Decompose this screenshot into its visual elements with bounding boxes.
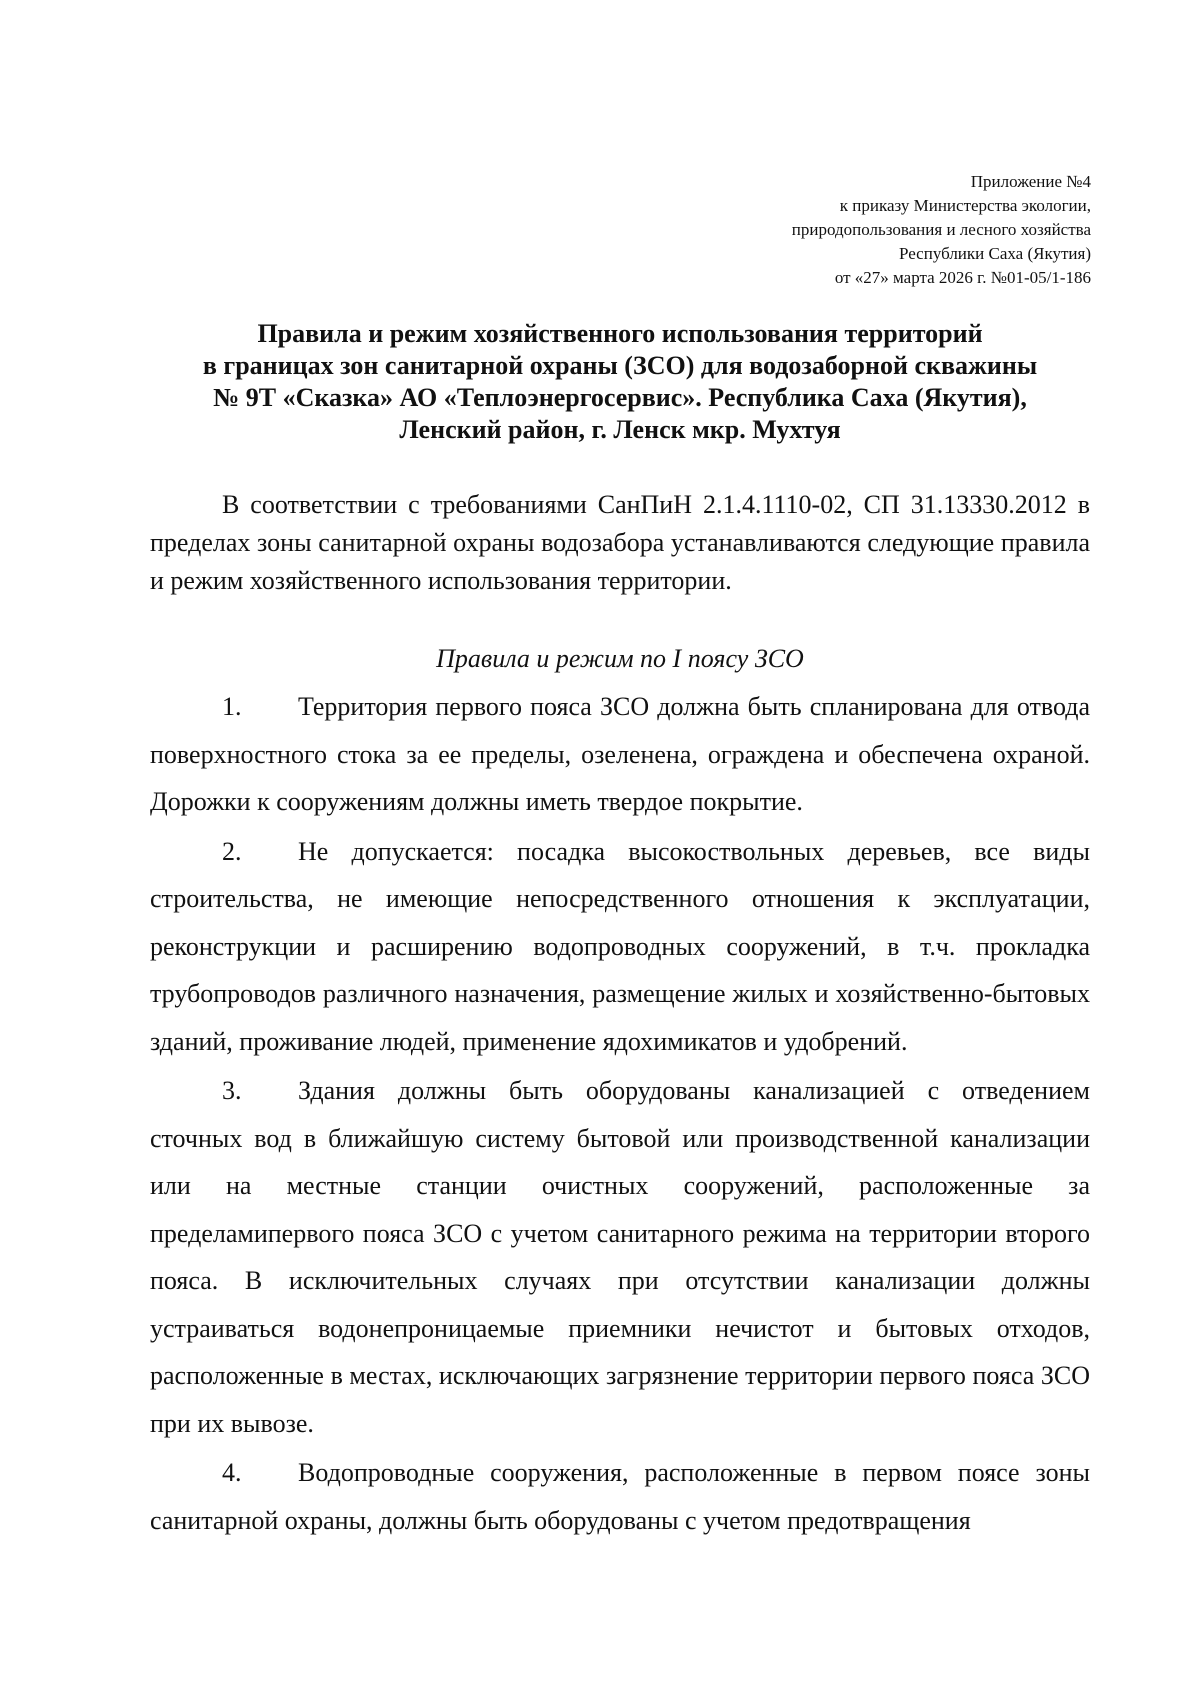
- item-number: 2.: [222, 836, 242, 866]
- item-text: Здания должны быть оборудованы канализацией с отведением сточных вод в ближайшую систему бытовой или производственной канализации или на местные станции очистных сооружений, расположенные за пределамипервого пояса ЗСО с учетом санитарного режима на территории второго пояса. В исключительных случаях при отсутствии канализации должны устраиваться водонепроницаемые приемники нечистот и бытовых отходов, расположенные в местах, исключающих загрязнение территории первого пояса ЗСО при их вывозе.: [150, 1076, 1090, 1438]
- document-title: [150, 318, 1090, 446]
- appendix-date-line: от «27» марта 2026 г. №01-05/1-186: [834, 268, 1091, 287]
- item-text: Территория первого пояса ЗСО должна быть спланирована для отвода поверхностного стока за ее пределы, озеленена, ограждена и обеспечена охраной. Дорожки к сооружениям должны иметь твердое покрытие.: [150, 692, 1090, 816]
- item-number: 4.: [222, 1458, 242, 1487]
- intro-paragraph: В соответствии с требованиями СанПиН 2.1.4.1110-02, СП 31.13330.2012 в пределах зоны санитарной охраны водозабора устанавливаются следующие правила и режим хозяйственного использования территории.: [150, 490, 1090, 595]
- title-line: № 9Т «Сказка» АО «Теплоэнергосервис». Республика Саха (Якутия),: [213, 383, 1027, 412]
- list-item: [150, 683, 1090, 826]
- section-heading: Правила и режим по I поясу ЗСО: [436, 644, 804, 673]
- item-text: Водопроводные сооружения, расположенные в первом поясе зоны санитарной охраны, должны быть оборудованы с учетом предотвращения: [150, 1458, 1090, 1535]
- item-number: 3.: [222, 1076, 242, 1105]
- list-item: [150, 1449, 1090, 1544]
- rules-list: [150, 683, 1090, 1544]
- item-text: Не допускается: посадка высокоствольных деревьев, все виды строительства, не имеющие непосредственного отношения к эксплуатации, реконструкции и расширению водопроводных сооружений, в т.ч. прокладка трубопроводов различного назначения, размещение жилых и хозяйственно-бытовых зданий, проживание людей, применение ядохимикатов и удобрений.: [150, 836, 1090, 1056]
- item-number: 1.: [222, 692, 242, 721]
- list-item: [150, 828, 1090, 1066]
- list-item: [150, 1067, 1090, 1447]
- appendix-number: Приложение №4: [970, 172, 1091, 191]
- title-line: в границах зон санитарной охраны (ЗСО) для водозаборной скважины: [202, 351, 1038, 380]
- title-line: Ленский район, г. Ленск мкр. Мухтуя: [399, 415, 841, 444]
- title-line: Правила и режим хозяйственного использования территорий: [257, 319, 983, 348]
- appendix-header: [591, 170, 1091, 290]
- appendix-ministry-line: природопользования и лесного хозяйства: [791, 220, 1091, 239]
- appendix-order-line: к приказу Министерства экологии,: [839, 196, 1091, 215]
- appendix-republic-line: Республики Саха (Якутия): [898, 244, 1091, 263]
